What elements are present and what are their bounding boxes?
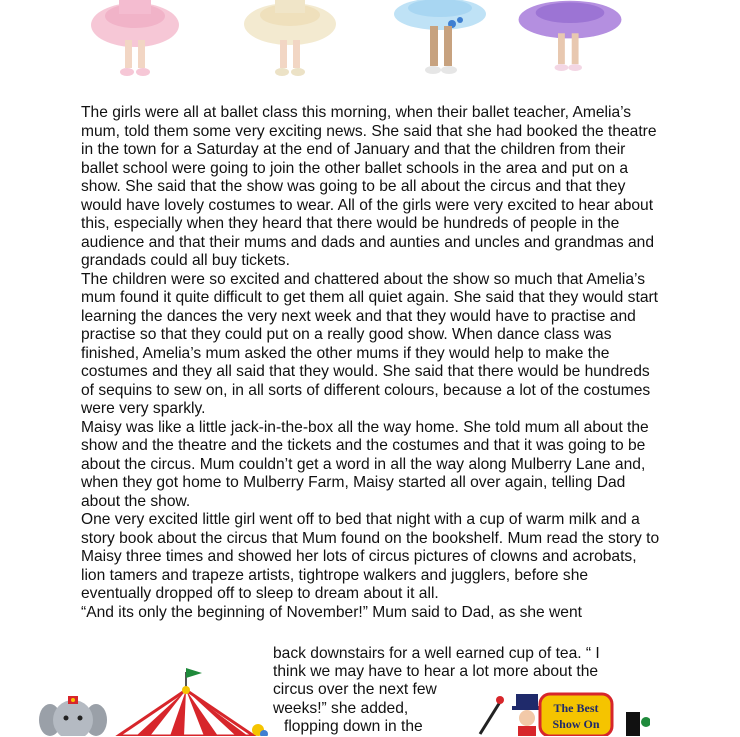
purple-tutu-doll-image [510, 0, 630, 82]
story-wrap-line: back downstairs for a well earned cup of tea. “ I [273, 645, 600, 662]
cream-tutu-doll-image [230, 0, 350, 82]
ballerina-dolls-strip [0, 0, 740, 82]
story-wrap-line: think we may have to hear a lot more about the [273, 663, 599, 680]
elephant-illustration [38, 690, 108, 736]
poster-title-line1: The Best [553, 701, 599, 715]
blue-tutu-doll-image [380, 0, 500, 82]
story-wrap-line: circus over the next few [273, 681, 437, 698]
story-paragraph: “And its only the beginning of November!” Mum said to Dad, as she went [81, 603, 582, 621]
story-paragraph: The children were so excited and chattered about the show so much that Amelia’s mum found it quite difficult to get them all quiet again. She said that they would start learning the dances the very next week and that they would have to practise and practise so that they could put on a really good show. When dance class was finished, Amelia’s mum asked the other mums if they would help to make the costumes and they all said that they would. She said that there would be hundreds of sequins to sew on, in all sorts of different colours, because a lot of the costumes were very sparkly. [81, 270, 659, 417]
poster-title-line2: Show On [552, 717, 600, 731]
pink-tutu-doll-image [75, 0, 195, 82]
show-poster-illustration [470, 688, 650, 736]
story-paragraph: Maisy was like a little jack-in-the-box all the way home. She told mum all about the show and the theatre and the tickets and the costumes and that it was going to be about the circus. Mum couldn’t get a word in all the way along Mulberry Lane and, when they got home to Mulberry Farm, Maisy started all over again, telling Dad about the show. [81, 418, 649, 510]
circus-tent-illustration [108, 664, 268, 736]
story-paragraph: The girls were all at ballet class this morning, when their ballet teacher, Amelia’s mum, told them some very exciting news. She said that she had booked the theatre in the town for a Saturday at the end of January and that the children from their ballet school were going to join the other ballet schools in the area and put on a show. She said that the show was going to be all about the circus and that they would have lovely costumes to wear. All of the girls were very excited to hear about this, especially when they heard that there would be hundreds of people in the audience and that their mums and dads and aunties and uncles and grandmas and grandads could all buy tickets. [81, 104, 657, 269]
story-wrap-line: weeks!” she added, [273, 700, 409, 717]
story-text [81, 104, 661, 622]
story-paragraph: One very excited little girl went off to bed that night with a cup of warm milk and a story book about the circus that Mum found on the bookshelf. Mum read the story to Maisy three times and showed her lots of circus pictures of clowns and acrobats, lion tamers and trapeze artists, tightrope walkers and jugglers, before she eventually dropped off to sleep to dream about it all. [81, 511, 660, 602]
story-wrap-line: flopping down in the [284, 718, 423, 735]
